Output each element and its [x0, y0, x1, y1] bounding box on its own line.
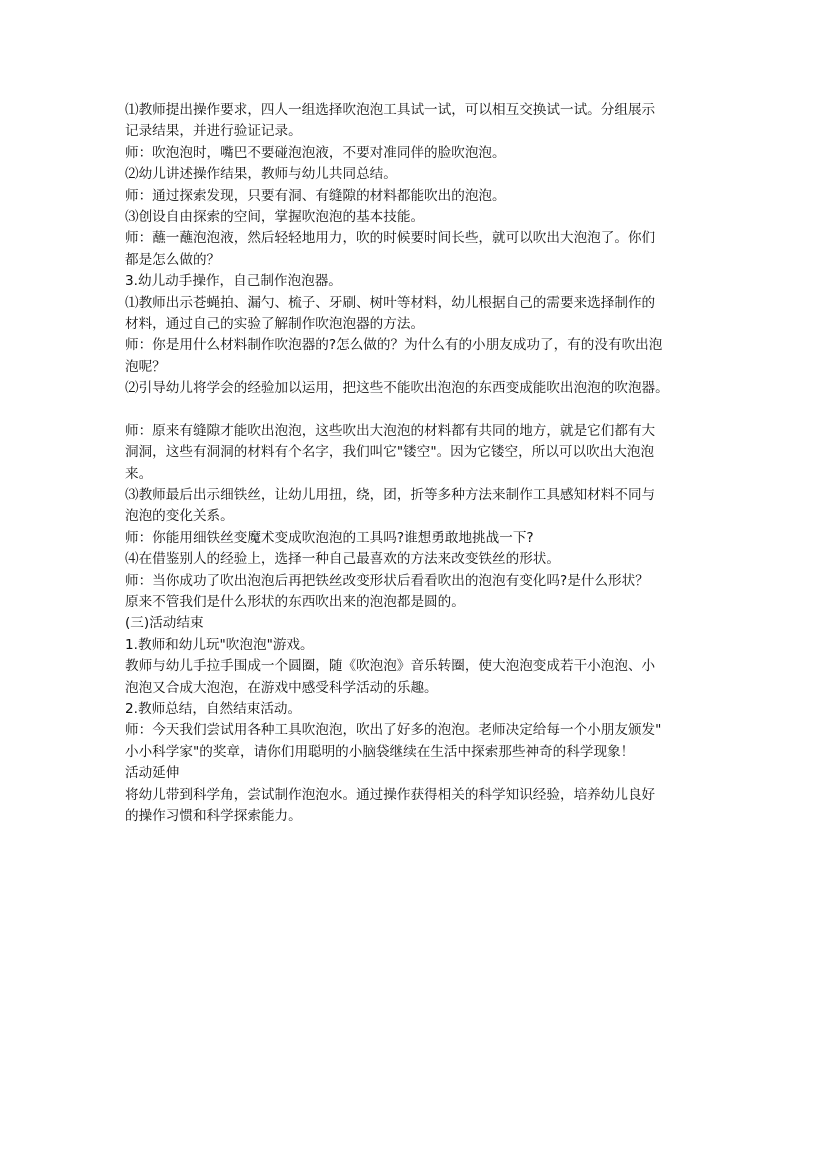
text-line: ⑵引导幼儿将学会的经验加以运用，把这些不能吹出泡泡的东西变成能吹出泡泡的吹泡器。 [125, 380, 669, 397]
text-line: 将幼儿带到科学角，尝试制作泡泡水。通过操作获得相关的科学知识经验，培养幼儿良好 [125, 786, 656, 803]
text-line: ⑴教师出示苍蝇拍、漏勺、梳子、牙刷、树叶等材料，幼儿根据自己的需要来选择制作的 [125, 294, 656, 311]
section-heading: 活动延伸 [125, 765, 180, 782]
text-line: 师：你是用什么材料制作吹泡器的?怎么做的？为什么有的小朋友成功了，有的没有吹出泡 [125, 337, 663, 354]
text-line: 教师与幼儿手拉手围成一个圆圈，随《吹泡泡》音乐转圈，使大泡泡变成若干小泡泡、小 [125, 658, 656, 675]
text-line: 的操作习惯和科学探索能力。 [125, 807, 302, 824]
text-line: 洞洞，这些有洞洞的材料有个名字，我们叫它"镂空"。因为它镂空，所以可以吹出大泡泡 [125, 444, 655, 461]
text-line: 师：吹泡泡时，嘴巴不要碰泡泡液，不要对准同伴的脸吹泡泡。 [125, 144, 506, 161]
text-line: ⑶创设自由探索的空间，掌握吹泡泡的基本技能。 [125, 208, 425, 225]
text-line: 师：当你成功了吹出泡泡后再把铁丝改变形状后看看吹出的泡泡有变化吗?是什么形状？ [125, 572, 649, 589]
text-line: 师：原来有缝隙才能吹出泡泡，这些吹出大泡泡的材料都有共同的地方，就是它们都有大 [125, 422, 656, 439]
text-line: 材料，通过自己的实验了解制作吹泡泡器的方法。 [125, 315, 425, 332]
blank-line [125, 399, 725, 420]
text-line: 原来不管我们是什么形状的东西吹出来的泡泡都是圆的。 [125, 593, 465, 610]
text-line: 泡呢？ [125, 358, 166, 375]
text-line: ⑵幼儿讲述操作结果，教师与幼儿共同总结。 [125, 166, 397, 183]
text-line: 2.教师总结，自然结束活动。 [125, 700, 302, 717]
text-line: 都是怎么做的？ [125, 251, 221, 268]
text-line: 来。 [125, 465, 153, 482]
text-line: ⑴教师提出操作要求，四人一组选择吹泡泡工具试一试，可以相互交换试一试。分组展示 [125, 102, 656, 118]
section-heading: 3.幼儿动手操作，自己制作泡泡器。 [125, 273, 342, 290]
text-line: 师：蘸一蘸泡泡液，然后轻轻地用力，吹的时候要时间长些，就可以吹出大泡泡了。你们 [125, 230, 656, 247]
text-line: ⑷在借鉴别人的经验上，选择一种自己最喜欢的方法来改变铁丝的形状。 [125, 551, 560, 568]
text-line: ⑶教师最后出示细铁丝，让幼儿用扭，绕，团，折等多种方法来制作工具感知材料不同与 [125, 487, 656, 504]
text-line: 小小科学家"的奖章，请你们用聪明的小脑袋继续在生活中探索那些神奇的科学现象！ [125, 743, 635, 760]
text-line: 师：今天我们尝试用各种工具吹泡泡，吹出了好多的泡泡。老师决定给每一个小朋友颁发" [125, 722, 662, 739]
text-line: 泡泡的变化关系。 [125, 508, 234, 525]
section-heading: (三)活动结束 [125, 615, 204, 632]
text-line: 泡泡又合成大泡泡，在游戏中感受科学活动的乐趣。 [125, 679, 438, 696]
text-line: 1.教师和幼儿玩"吹泡泡"游戏。 [125, 636, 314, 653]
text-line: 师：你能用细铁丝变魔术变成吹泡泡的工具吗?谁想勇敢地挑战一下? [125, 529, 534, 546]
document-body [125, 100, 725, 827]
text-line: 记录结果，并进行验证记录。 [125, 123, 302, 140]
text-line: 师：通过探索发现，只要有洞、有缝隙的材料都能吹出的泡泡。 [125, 187, 506, 204]
